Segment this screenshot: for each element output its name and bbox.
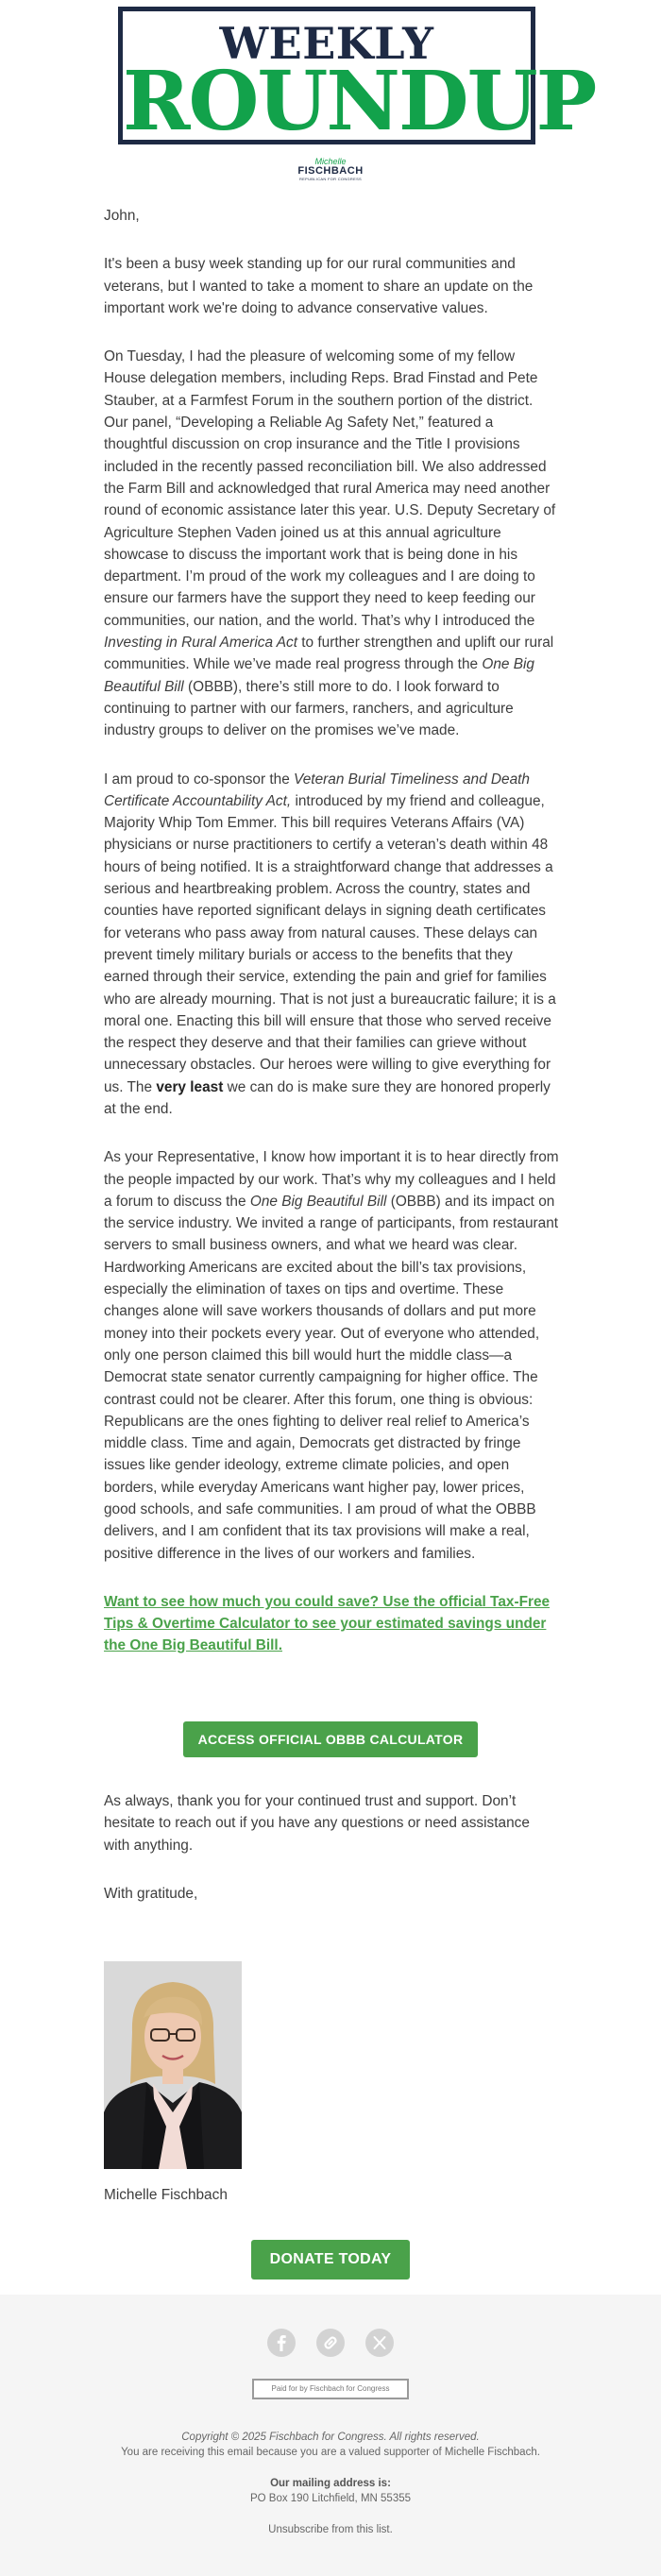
email-footer: [0, 2295, 661, 2576]
paragraph-veterans: I am proud to co-sponsor the Veteran Burial Timeliness and Death Certificate Accountability Act, introduced by my friend and colleague, Majority Whip Tom Emmer. This bill requires Veterans Affairs (VA) physicians or nurse practitioners to certify a veteran’s death within 48 hours of being notified. It is a straightforward change that addresses a serious and heartbreaking problem. Across the country, states and counties have reported significant delays in signing death certificates for veterans who pass away from natural causes. These delays can prevent timely military burials or access to the benefits that they earned through their service, extending the pain and grief for families who are already mourning. That is not just a bureaucratic failure; it is a moral one. Enacting this bill will ensure that those who served receive the respect they deserve and that their families can grieve without unnecessary obstacles. Our heroes were willing to give everything for us. The very least we can do is make sure they are honored properly at the end.: [104, 771, 556, 1117]
closing-section: [104, 1790, 559, 1931]
logo-last-name: FISCHBACH: [297, 165, 364, 177]
receiving-reason-text: You are receiving this email because you are a valued supporter of Michelle Fischbach.: [121, 2447, 540, 2458]
paragraph-closing: As always, thank you for your continued trust and support. Don’t hesitate to reach out if you have any questions or need assistance with anything.: [104, 1793, 530, 1854]
weekly-roundup-banner: [118, 7, 596, 149]
paid-for-disclaimer: Paid for by Fischbach for Congress: [252, 2379, 409, 2399]
banner-weekly-text: WEEKLY: [219, 18, 434, 69]
paragraph-forum: As your Representative, I know how important it is to hear directly from the people impacted by our work. That’s why my colleagues and I held a forum to discuss the One Big Beautiful Bill (OBBB) and its impact on the service industry. We invited a range of participants, from restaurant servers to small business owners, and what we heard was clear. Hardworking Americans are excited about the bill’s tax provisions, especially the elimination of taxes on tips and overtime. These changes alone will save workers thousands of dollars and put more money into their pockets every year. Out of everyone who attended, only one person claimed this bill would hurt the middle class—a Democrat state senator currently campaigning for higher office. The contrast could not be clearer. After this forum, one thing is obvious: Republicans are the ones fighting to deliver real relief to America’s middle class. Time and again, Democrats get distracted by fringe issues like gender ideology, extreme climate policies, and open borders, while everyday Americans want higher pay, lower prices, good schools, and safe communities. I am proud of what the OBBB delivers, and I am confident that its tax provisions will make a real, positive difference in the lives of our workers and families.: [104, 1149, 559, 1562]
bill-name-veteran-burial: Veteran Burial Timeliness and Death Certificate Accountability Act,: [104, 771, 530, 809]
calculator-link[interactable]: Want to see how much you could save? Use the official Tax-Free Tips & Overtime Calculator to see your estimated savings under the One Big Beautiful Bill.: [104, 1593, 551, 1653]
bill-name-rural: Investing in Rural America Act: [104, 635, 297, 652]
fischbach-logo: [283, 157, 378, 181]
link-icon[interactable]: [316, 2329, 345, 2357]
email-header: [0, 0, 661, 184]
emphasis-very-least: very least: [156, 1078, 224, 1095]
x-icon[interactable]: [365, 2329, 394, 2357]
logo-first-name: Michelle: [314, 157, 347, 166]
paragraph-intro: It's been a busy week standing up for our rural communities and veterans, but I wanted to take a moment to share an update on the important work we're doing to advance conservative values.: [104, 256, 534, 316]
salutation: John,: [104, 208, 140, 224]
bill-name-obbb-2: One Big Beautiful Bill: [249, 1193, 387, 1210]
logo-tagline: REPUBLICAN FOR CONGRESS: [298, 177, 363, 181]
obbb-calculator-button[interactable]: ACCESS OFFICIAL OBBB CALCULATOR: [183, 1721, 478, 1757]
paragraph-farmfest: On Tuesday, I had the pleasure of welcoming some of my fellow House delegation members, including Reps. Brad Finstad and Pete Stauber, at a Farmfest Forum in the southern portion of the district. Our panel, “Developing a Reliable Ag Safety Net,” featured a thoughtful discussion on crop insurance and the Title I provisions included in the recently passed reconciliation bill. We also addressed the Farm Bill and acknowledged that rural America may need another round of economic assistance later this year. U.S. Deputy Secretary of Agriculture Stephen Vaden joined us at this annual agriculture showcase to discuss the important work that is being done in his department. I’m proud of the work my colleagues and I are doing to ensure our farmers have the support they need to keep feeding our communities, our nation, and the world. That’s why I introduced the Investing in Rural America Act to further strengthen and uplift our rural communities. While we’ve made real progress through the One Big Beautiful Bill (OBBB), there’s still more to do. I look forward to continuing to partner with our farmers, ranchers, and agriculture industry groups to deliver on the promises we’ve made.: [104, 348, 556, 739]
bill-name-obbb: One Big Beautiful Bill: [104, 656, 534, 695]
letter-body: [104, 205, 559, 1656]
banner-roundup-text: ROUNDUP: [123, 54, 596, 149]
mailing-address-label: Our mailing address is:: [270, 2478, 391, 2489]
copyright-text: Copyright © 2025 Fischbach for Congress. All rights reserved.: [181, 2432, 480, 2443]
mailing-address: PO Box 190 Litchfield, MN 55355: [249, 2493, 412, 2504]
social-links: [0, 2329, 661, 2357]
unsubscribe-link[interactable]: Unsubscribe from this list.: [268, 2524, 393, 2535]
donate-button[interactable]: DONATE TODAY: [251, 2240, 410, 2279]
facebook-icon[interactable]: [267, 2329, 296, 2357]
michelle-fischbach-photo: [104, 1961, 242, 2169]
signature-name: Michelle Fischbach: [104, 2187, 228, 2203]
sign-off: With gratitude,: [104, 1885, 198, 1902]
